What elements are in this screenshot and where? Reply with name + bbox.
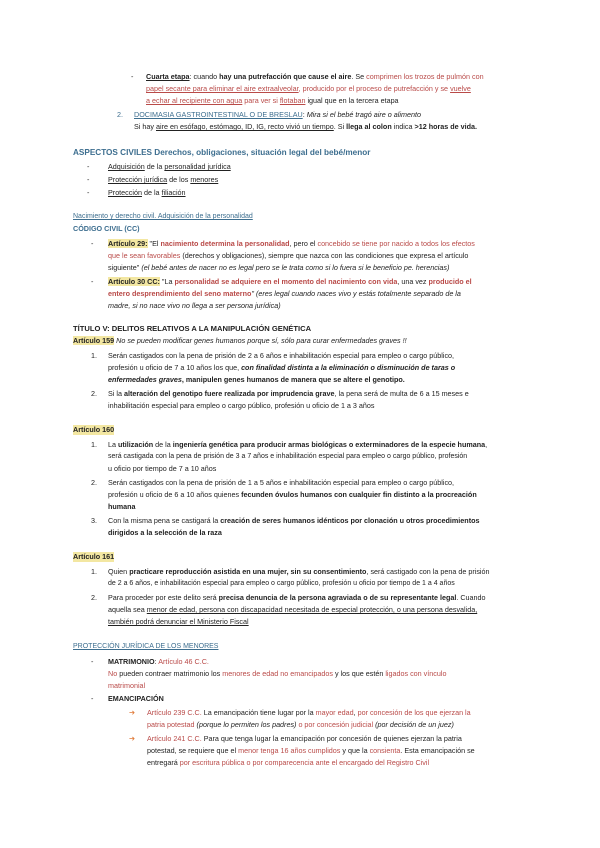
articulo-29-label: Artículo 29: (108, 239, 148, 248)
text: precisa denuncia de la persona agraviada o de su representante legal (218, 593, 457, 602)
text: , producido por el proceso de putrefacción y se (298, 84, 451, 93)
text: "El (147, 239, 161, 248)
text: nacimiento determina la personalidad (160, 239, 290, 248)
text: . Cuando (456, 593, 486, 602)
list-number: 2. (91, 478, 97, 487)
list-number: 2. (91, 593, 97, 602)
text: aquella sea (108, 605, 147, 614)
matrimonio-label: MATRIMONIO (108, 657, 155, 666)
cuarta-etapa-label: Cuarta etapa (146, 72, 190, 81)
text-line: u oficio por tiempo de 7 a 10 años (108, 464, 217, 473)
text: : (154, 657, 159, 666)
text: (porque lo permiten los padres) (194, 720, 299, 729)
text: (por decisión de un juez) (373, 720, 454, 729)
text-line (108, 567, 490, 577)
text: , una vez (397, 277, 429, 286)
text: . Esta emancipación se (400, 746, 475, 755)
text: Con la misma pena se castigará la (108, 516, 221, 525)
list-item (108, 162, 231, 172)
text: , (353, 708, 358, 717)
section-heading-aspectos-civiles: ASPECTOS CIVILES Derechos, obligaciones, situación legal del bebé/menor (73, 148, 371, 157)
text-line: Serán castigados con la pena de prisión de 1 a 5 años e inhabilitación especial para empleo o cargo público, (108, 478, 455, 487)
text-line: dirigidos a la selección de la raza (108, 528, 222, 537)
text: mayor edad (315, 708, 354, 717)
text: practicare reproducción asistida en una mujer, sin su consentimiento (129, 567, 367, 576)
text: pueden contraer matrimonio los (117, 669, 223, 678)
text: entregará (147, 758, 180, 767)
text: , (485, 440, 488, 449)
list-item (108, 188, 186, 198)
text: y que la (340, 746, 370, 755)
text: con finalidad distinta a la eliminación o disminución de taras o (241, 363, 456, 372)
text: por escritura pública o por comparecencia ante el encargado del Registro Civil (179, 758, 430, 767)
text-line (108, 363, 455, 373)
list-number: 1. (91, 351, 97, 360)
text: Artículo 46 C.C. (158, 657, 209, 666)
text: por concesión de los que ejerzan la (357, 708, 471, 717)
articulo-29-line-3 (108, 263, 449, 273)
docimasia-title: DOCIMASIA GASTROINTESTINAL O DE BRESLAU (134, 110, 303, 119)
subsection-nacimiento: Nacimiento y derecho civil. Adquisición de la personalidad (73, 213, 253, 220)
text: comprimen los trozos de pulmón con (366, 72, 484, 81)
text-line (108, 375, 405, 385)
text: creación de seres humanos idénticos por clonación u otros procedimientos (220, 516, 480, 525)
text: Protección (108, 188, 142, 197)
emancipacion-label: EMANCIPACIÓN (108, 694, 164, 703)
text: La (108, 440, 118, 449)
text: ingeniería genética para producir armas biológicas o exterminadores de la especie humana (172, 440, 486, 449)
docimasia-line-1 (134, 110, 421, 120)
text: llega al colon (346, 122, 392, 131)
text: flotaban (279, 96, 306, 105)
bullet-dash: - (87, 162, 90, 171)
articulo-159-header (73, 336, 407, 346)
text: . Se (351, 72, 367, 81)
text: menores (190, 175, 219, 184)
text: y los que estén (332, 669, 386, 678)
text: utilización (118, 440, 154, 449)
text: Artículo 241 C.C. (147, 734, 202, 743)
list-number: 2. (117, 110, 123, 119)
articulo-241-line-2 (147, 746, 475, 756)
articulo-161-label: Artículo 161 (73, 552, 115, 561)
text: aire en esófago, estómago, ID, IG, recto vivió un tiempo (155, 122, 334, 131)
text: No (108, 669, 118, 678)
text-line: Serán castigados con la pena de prisión de 2 a 6 años e inhabilitación especial para empleo o cargo público, (108, 351, 455, 360)
articulo-239-line-1 (147, 708, 471, 718)
text: Para que tenga lugar la emancipación por concesión de quienes ejerzan la patria (201, 734, 462, 743)
cuarta-etapa-line-1 (146, 72, 484, 82)
list-number: 1. (91, 440, 97, 449)
articulo-30-line-1 (108, 277, 472, 287)
text-line (108, 490, 477, 500)
text: Adquisición (108, 162, 145, 171)
list-number: 1. (91, 567, 97, 576)
text: de la (144, 162, 165, 171)
text: potestad, se requiere que el (147, 746, 239, 755)
text: hay una putrefacción que cause el aire (219, 72, 352, 81)
text: " (eres legal cuando naces vivo y estás totalmente separado de la (251, 289, 461, 298)
text: a echar al recipiente con agua (146, 96, 243, 105)
text: Para proceder por este delito será (108, 593, 219, 602)
articulo-30-line-2 (108, 289, 461, 299)
arrow-right-icon: ➔ (129, 708, 136, 717)
bullet-dash: - (91, 694, 94, 703)
text: , manipulen genes humanos de manera que se altere el genotipo. (181, 375, 405, 384)
text: (derechos y obligaciones), siempre que nazca con las condiciones que expresa el artículo (180, 251, 469, 260)
text-line: de 2 a 6 años, e inhabilitación especial para empleo o cargo público, profesión u oficio por tiempo de 1 a 4 años (108, 580, 455, 587)
bullet-dash: - (87, 175, 90, 184)
cuarta-etapa-line-3 (146, 96, 399, 106)
text: de la (141, 188, 162, 197)
text-line (108, 593, 486, 603)
text: para ver si (242, 96, 280, 105)
bullet-dash: - (91, 239, 94, 248)
text-line: será castigada con la pena de prisión de 3 a 7 años e inhabilitación especial para empleo o cargo público, profesión (108, 453, 468, 460)
text: La emancipación tiene lugar por la (201, 708, 316, 717)
text: menores de edad no emancipados (222, 669, 333, 678)
articulo-30-label: Artículo 30 CC: (108, 277, 160, 286)
text: ligados con vínculo (385, 669, 447, 678)
text: papel secante para eliminar el aire extraalveolar (146, 84, 299, 93)
articulo-29-line-2 (108, 251, 468, 261)
matrimonio-line (108, 657, 209, 667)
text: , será castigado con la pena de prisión (366, 567, 490, 576)
text: profesión u oficio de 6 a 10 años quienes (108, 490, 242, 499)
text: profesión u oficio de 7 a 10 años los que, (108, 363, 242, 372)
text: o por concesión judicial (298, 720, 374, 729)
text: concebido se tiene por nacido a todos los efectos (317, 239, 475, 248)
bullet-dash: - (87, 188, 90, 197)
text: de los (167, 175, 191, 184)
articulo-29-line-1 (108, 239, 475, 249)
text: igual que en la tercera etapa (305, 96, 399, 105)
bullet-dash: - (131, 72, 134, 81)
text: : (302, 110, 307, 119)
text: producido el (428, 277, 472, 286)
list-number: 3. (91, 516, 97, 525)
bullet-dash: - (91, 657, 94, 666)
text: >12 horas de vida. (414, 122, 478, 131)
text: Artículo 239 C.C. (147, 708, 202, 717)
codigo-civil-label: CÓDIGO CIVIL (CC) (73, 224, 140, 233)
cuarta-etapa-line-2 (146, 84, 471, 94)
text: que le sean favorables (108, 251, 181, 260)
text-line (108, 440, 487, 450)
articulo-241-line-1 (147, 734, 462, 744)
text: enfermedades graves (108, 375, 182, 384)
text-line: humana (108, 502, 136, 511)
text: fecunden óvulos humanos con cualquier fin distinto a la procreación (241, 490, 477, 499)
text: : cuando (189, 72, 220, 81)
text: indica (391, 122, 415, 131)
text-line: matrimonial (108, 681, 146, 690)
text: de la (153, 440, 173, 449)
text: menor de edad, persona con discapacidad necesitada de especial protección, o una persona desvalida, (146, 605, 478, 614)
text: "La (159, 277, 175, 286)
text-line (108, 669, 446, 679)
text: . Si (333, 122, 347, 131)
list-number: 2. (91, 389, 97, 398)
bullet-dash: - (91, 277, 94, 286)
text: No se pueden modificar genes humanos porque sí, sólo para curar enfermedades graves !! (114, 336, 407, 345)
text: siguiente" (108, 263, 140, 272)
list-item (108, 175, 218, 185)
text: alteración del genotipo fuere realizada por imprudencia grave (123, 389, 335, 398)
articulo-159-label: Artículo 159 (73, 336, 115, 345)
text: Si la (108, 389, 124, 398)
text: Quien (108, 567, 130, 576)
text: personalidad jurídica (164, 162, 231, 171)
articulo-160-label: Artículo 160 (73, 425, 115, 434)
articulo-30-line-3: madre, si no nace vivo no llega a ser persona jurídica) (108, 301, 281, 310)
text: (el bebé antes de nacer no es legal pero se le trata como si lo fuera si le beneficio pe. herencias) (139, 263, 450, 272)
text: Mira si el bebé tragó aire o alimento (306, 110, 421, 119)
text: filiación (161, 188, 186, 197)
text-line: inhabilitación especial para empleo o cargo público, profesión u oficio de 1 a 3 años (108, 401, 375, 410)
text: personalidad se adquiere en el momento del nacimiento con vida (174, 277, 398, 286)
text-line (108, 605, 477, 615)
arrow-right-icon: ➔ (129, 734, 136, 743)
articulo-241-line-3 (147, 758, 429, 768)
articulo-239-line-2 (147, 720, 454, 730)
section-heading-titulo-v: TÍTULO V: DELITOS RELATIVOS A LA MANIPULACIÓN GENÉTICA (73, 324, 312, 333)
text: Protección jurídica (108, 175, 168, 184)
text-line (108, 389, 469, 399)
text-line (108, 516, 479, 526)
text: vuelve (450, 84, 471, 93)
text: menor tenga 16 años cumplidos (238, 746, 341, 755)
text: Si hay (134, 122, 156, 131)
docimasia-line-2 (134, 122, 477, 132)
section-heading-proteccion-menores: PROTECCIÓN JURÍDICA DE LOS MENORES (73, 643, 219, 650)
text: patria potestad (147, 720, 195, 729)
text: consienta (369, 746, 401, 755)
text-line: también podrá denunciar el Ministerio Fiscal (108, 617, 249, 626)
text: entero desprendimiento del seno materno (108, 289, 252, 298)
text: , pero el (289, 239, 318, 248)
text: , la pena será de multa de 6 a 15 meses e (334, 389, 469, 398)
